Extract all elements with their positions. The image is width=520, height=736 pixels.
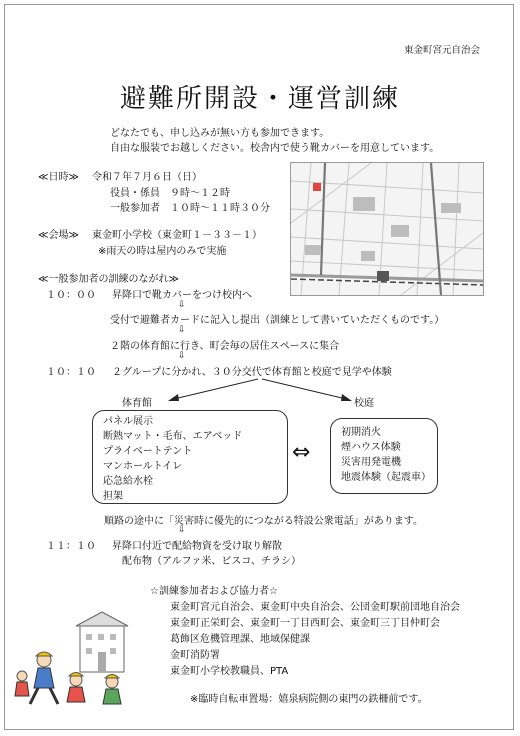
rain-note: ※雨天の時は屋内のみで実施 xyxy=(98,246,227,257)
staff-time: ９時～１２時 xyxy=(170,188,230,199)
gym-item: 断熱マット・毛布、エアベッド xyxy=(103,431,243,442)
gym-activities-box xyxy=(92,410,288,504)
yard-label: 校庭 xyxy=(354,398,374,409)
down-arrow-icon: ⇩ xyxy=(178,300,186,310)
yard-activities-box xyxy=(330,418,438,494)
down-arrow-icon: ⇩ xyxy=(178,325,186,335)
gym-item: 応急給水栓 xyxy=(103,476,153,487)
participants-heading: ☆訓練参加者および協力者☆ xyxy=(150,586,278,597)
yard-item: 災害用発電機 xyxy=(341,457,401,468)
gym-label: 体育館 xyxy=(122,398,152,409)
organization-name: 東金町宮元自治会 xyxy=(403,45,480,56)
gym-item: マンホールトイレ xyxy=(103,461,183,472)
yard-item: 地震体験（起震車） xyxy=(341,472,431,483)
staff-label: 役員・係員 xyxy=(110,188,160,199)
date-value: 令和７年７月６日（日） xyxy=(92,172,202,183)
flow-heading: ≪一般参加者の訓練のながれ≫ xyxy=(38,274,179,285)
step3-text: ２階の体育館に行き、町会毎の居住スペースに集合 xyxy=(110,341,340,352)
participant-line: 東金町正栄町会、東金町一丁目西町会、東金町三丁目仲町会 xyxy=(170,618,440,629)
footer-note: ※臨時自転車置場：嬉泉病院側の東門の鉄柵前です。 xyxy=(190,694,428,705)
step5-sub: 配布物（アルファ米、ビスコ、チラシ） xyxy=(122,556,301,567)
gym-item: プライベートテント xyxy=(103,446,193,457)
venue-map xyxy=(290,162,484,296)
intro-line-1: どなたでも、申し込みが無い方も参加できます。 xyxy=(110,128,330,139)
flow-note: 順路の途中に「災害時に優先的につながる特設公衆電話」があります。 xyxy=(104,516,423,527)
step4-time: １０：１０ xyxy=(46,367,96,378)
swap-arrow-icon: ⇔ xyxy=(292,440,311,465)
general-label: 一般参加者 xyxy=(110,203,160,214)
general-time: １０時～１１時３０分 xyxy=(170,203,270,214)
date-label: ≪日時≫ xyxy=(38,172,79,183)
participant-line: 東金町宮元自治会、東金町中央自治会、公団金町駅前団地自治会 xyxy=(170,602,460,613)
gym-item: パネル展示 xyxy=(103,416,153,427)
map-graphic xyxy=(291,163,483,295)
yard-item: 初期消火 xyxy=(341,427,381,438)
gym-item: 担架 xyxy=(103,491,123,502)
participant-line: 葛飾区危機管理課、地域保健課 xyxy=(170,634,310,645)
step5-time: １１：１０ xyxy=(46,541,96,552)
branch-arrows xyxy=(150,377,380,405)
step1-time: １０：００ xyxy=(46,290,96,301)
venue-label: ≪会場≫ xyxy=(38,230,79,241)
yard-item: 煙ハウス体験 xyxy=(341,442,401,453)
participant-line: 東金町小学校教職員、PTA xyxy=(170,666,289,677)
page-title: 避難所開設・運営訓練 xyxy=(119,84,400,114)
step5-text: 昇降口付近で配給物資を受け取り解散 xyxy=(112,541,282,552)
map-marker xyxy=(313,183,321,191)
venue-value: 東金町小学校（東金町１－３３－１） xyxy=(92,230,262,241)
step1-text: 昇降口で靴カバーをつけ校内へ xyxy=(112,290,252,301)
participant-line: 金町消防署 xyxy=(170,650,220,661)
step2-text: 受付で避難者カードに記入し提出（訓練として書いていただくものです。） xyxy=(110,315,445,326)
down-arrow-icon: ⇩ xyxy=(178,351,186,361)
down-arrow-icon: ⇩ xyxy=(178,525,186,535)
intro-line-2: 自由な服装でお越しください。校舎内で使う靴カバーを用意しています。 xyxy=(110,143,440,154)
step4-text: ２グループに分かれ、３０分交代で体育館と校庭で見学や体験 xyxy=(112,367,392,378)
evacuation-illustration xyxy=(14,610,164,710)
